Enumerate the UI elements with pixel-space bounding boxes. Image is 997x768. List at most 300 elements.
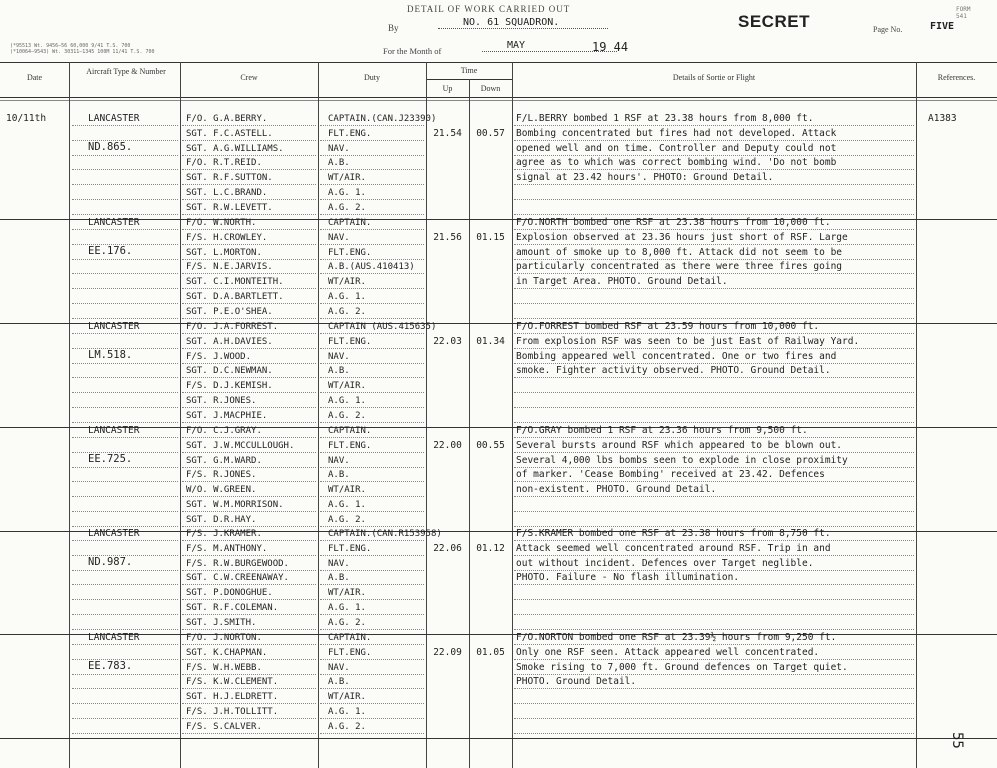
guide-line: [72, 703, 178, 704]
crew-member: SGT. A.H.DAVIES.: [186, 336, 273, 347]
crew-duty: A.G. 1.: [328, 707, 366, 717]
crew-member: SGT. R.W.LEVETT.: [186, 202, 273, 213]
crew-member: F/S. R.W.BURGEWOOD.: [186, 558, 289, 569]
detail-line: Explosion observed at 23.36 hours just short of RSF. Large: [516, 231, 848, 243]
column-crew: Crew: [240, 73, 258, 82]
guide-line: [514, 584, 914, 585]
guide-line: [514, 244, 914, 245]
crew-duty: NAV.: [328, 351, 350, 362]
guide-line: [320, 155, 424, 156]
detail-line: F/O.NORTON bombed one RSF at 23.39½ hours from 9,250 ft.: [516, 632, 837, 643]
guide-line: [72, 584, 178, 585]
guide-line: [514, 733, 914, 734]
guide-line: [182, 140, 316, 141]
guide-line: [182, 348, 316, 349]
guide-line: [320, 125, 424, 126]
guide-line: [514, 348, 914, 349]
squadron-field: NO. 61 SQUADRON.: [438, 17, 608, 29]
col-divider-aircraft: [180, 62, 181, 768]
guide-line: [182, 259, 316, 260]
guide-line: [72, 140, 178, 141]
guide-line: [320, 214, 424, 215]
crew-member: F/O. R.T.REID.: [186, 158, 262, 169]
aircraft-number: ND.987.: [88, 555, 133, 568]
aircraft-number: LM.518.: [88, 348, 133, 361]
sortie-separator: [0, 634, 997, 635]
guide-line: [182, 599, 316, 600]
guide-line: [320, 644, 424, 645]
guide-line: [320, 614, 424, 615]
guide-line: [514, 555, 914, 556]
crew-duty: A.G. 2.: [328, 410, 366, 421]
col-divider-details: [916, 62, 917, 768]
guide-line: [514, 452, 914, 453]
guide-line: [514, 407, 914, 408]
crew-member: SGT. R.F.COLEMAN.: [186, 603, 279, 613]
crew-member: F/S. J.WOOD.: [186, 351, 252, 362]
sortie-separator: [0, 738, 997, 739]
crew-duty: CAPTAIN.(CAN.J23390): [328, 114, 437, 124]
guide-line: [182, 614, 316, 615]
column-down: Down: [480, 84, 501, 93]
printer-reference-1: (*95513 Wt. 9456—56 60,000 9/41 T.S. 700: [10, 43, 131, 49]
guide-line: [514, 614, 914, 615]
guide-line: [182, 452, 316, 453]
guide-line: [182, 526, 316, 527]
crew-member: SGT. L.C.BRAND.: [186, 188, 268, 198]
column-details: Details of Sortie or Flight: [672, 73, 756, 82]
crew-duty: A.G. 1.: [328, 603, 366, 613]
detail-line: F/S.KRAMER bombed one RSF at 23.38 hours from 8,750 ft.: [516, 528, 831, 539]
guide-line: [320, 184, 424, 185]
crew-duty: A.G. 2.: [328, 306, 366, 317]
crew-duty: CAPTAIN.(CAN.R153958): [328, 529, 442, 539]
crew-member: F/S. H.CROWLEY.: [186, 232, 268, 243]
secret-classification: SECRET: [738, 12, 810, 31]
crew-duty: A.G. 1.: [328, 396, 366, 406]
crew-member: SGT. L.MORTON.: [186, 247, 262, 258]
crew-duty: WT/AIR.: [328, 588, 366, 599]
time-up: 22.03: [433, 335, 462, 347]
guide-line: [320, 199, 424, 200]
crew-duty: CAPTAIN.: [328, 633, 372, 643]
guide-line: [514, 184, 914, 185]
guide-line: [514, 526, 914, 527]
guide-line: [72, 259, 178, 260]
crew-member: SGT. F.C.ASTELL.: [186, 128, 273, 139]
month-label: For the Month of: [383, 46, 442, 56]
guide-line: [320, 584, 424, 585]
time-down: 00.55: [476, 439, 505, 451]
guide-line: [320, 333, 424, 334]
time-down: 00.57: [476, 127, 505, 139]
guide-line: [320, 392, 424, 393]
crew-duty: WT/AIR.: [328, 381, 366, 392]
aircraft-number: EE.176.: [88, 244, 133, 257]
time-up: 21.56: [433, 231, 462, 243]
crew-duty: FLT.ENG.: [328, 647, 372, 658]
guide-line: [72, 318, 178, 319]
column-duty: Duty: [364, 73, 380, 82]
crew-member: SGT. D.A.BARTLETT.: [186, 292, 284, 302]
crew-member: F/S. K.W.CLEMENT.: [186, 677, 279, 688]
header-double-rule: [0, 100, 997, 101]
crew-duty: CAPTAIN.: [328, 426, 372, 436]
guide-line: [182, 437, 316, 438]
detail-line: smoke. Fighter activity observed. PHOTO. Ground Detail.: [516, 365, 831, 377]
month-field: MAY: [482, 40, 617, 52]
guide-line: [182, 244, 316, 245]
col-divider-up: [469, 79, 470, 768]
aircraft-type: LANCASTER: [88, 217, 140, 228]
guide-line: [72, 496, 178, 497]
guide-line: [320, 363, 424, 364]
detail-line: Several bursts around RSF which appeared to be blown out.: [516, 439, 843, 451]
guide-line: [72, 526, 178, 527]
guide-line: [514, 540, 914, 541]
crew-member: SGT. P.DONOGHUE.: [186, 588, 273, 599]
crew-duty: CAPTAIN (AUS.415635): [328, 322, 437, 332]
column-date: Date: [26, 73, 43, 82]
table-top-rule: [0, 62, 997, 63]
guide-line: [72, 467, 178, 468]
crew-duty: NAV.: [328, 232, 350, 243]
guide-line: [72, 659, 178, 660]
guide-line: [320, 452, 424, 453]
guide-line: [320, 481, 424, 482]
crew-member: SGT. D.C.NEWMAN.: [186, 366, 273, 377]
crew-duty: A.B.: [328, 470, 350, 481]
guide-line: [320, 733, 424, 734]
aircraft-type: LANCASTER: [88, 632, 140, 643]
time-up: 22.00: [433, 439, 462, 451]
guide-line: [514, 467, 914, 468]
detail-line: F/O.GRAY bombed 1 RSF at 23.36 hours from 9,500 ft.: [516, 425, 808, 436]
guide-line: [320, 140, 424, 141]
crew-member: SGT. J.W.MCCULLOUGH.: [186, 440, 295, 451]
crew-member: F/O. C.J.GRAY.: [186, 426, 262, 436]
detail-line: out without incident. Defences over Target neglible.: [516, 557, 814, 569]
crew-member: F/S. D.J.KEMISH.: [186, 381, 273, 392]
guide-line: [514, 377, 914, 378]
crew-member: SGT. H.J.ELDRETT.: [186, 692, 279, 703]
crew-duty: A.G. 1.: [328, 500, 366, 510]
guide-line: [182, 511, 316, 512]
guide-line: [514, 718, 914, 719]
crew-duty: A.G. 2.: [328, 721, 366, 732]
crew-member: F/O. G.A.BERRY.: [186, 114, 268, 124]
detail-line: of marker. 'Cease Bombing' received at 23.42. Defences: [516, 469, 825, 481]
crew-duty: WT/AIR.: [328, 485, 366, 496]
form-stamp: FORM 541: [956, 6, 971, 20]
detail-line: Bombing concentrated but fires had not developed. Attack: [516, 127, 837, 139]
guide-line: [514, 229, 914, 230]
guide-line: [514, 688, 914, 689]
printer-reference-2: (*10064—9543) Wt. 30311—1345 100M 11/41 T.S. 700: [10, 49, 155, 55]
crew-duty: A.B.: [328, 677, 350, 688]
time-down: 01.05: [476, 646, 505, 658]
guide-line: [72, 229, 178, 230]
crew-duty: FLT.ENG.: [328, 247, 372, 258]
guide-line: [514, 659, 914, 660]
guide-line: [182, 703, 316, 704]
crew-member: F/S. S.CALVER.: [186, 721, 262, 732]
guide-line: [320, 422, 424, 423]
guide-line: [182, 407, 316, 408]
guide-line: [514, 214, 914, 215]
crew-member: F/S. M.ANTHONY.: [186, 543, 268, 554]
guide-line: [182, 659, 316, 660]
crew-duty: WT/AIR.: [328, 173, 366, 184]
crew-duty: FLT.ENG.: [328, 128, 372, 139]
guide-line: [514, 125, 914, 126]
guide-line: [72, 407, 178, 408]
sortie-separator: [0, 219, 997, 220]
guide-line: [72, 273, 178, 274]
guide-line: [514, 496, 914, 497]
guide-line: [182, 214, 316, 215]
guide-line: [320, 703, 424, 704]
crew-duty: A.G. 2.: [328, 202, 366, 213]
guide-line: [182, 674, 316, 675]
crew-member: F/O. W.NORTH.: [186, 218, 257, 228]
detail-line: F/L.BERRY bombed 1 RSF at 23.38 hours from 8,000 ft.: [516, 113, 814, 124]
guide-line: [514, 318, 914, 319]
guide-line: [182, 570, 316, 571]
crew-member: SGT. J.SMITH.: [186, 617, 257, 628]
time-up: 21.54: [433, 127, 462, 139]
detail-line: in Target Area. PHOTO. Ground Detail.: [516, 276, 728, 288]
crew-duty: FLT.ENG.: [328, 336, 372, 347]
guide-line: [514, 481, 914, 482]
guide-line: [182, 584, 316, 585]
guide-line: [72, 452, 178, 453]
crew-member: SGT. R.F.SUTTON.: [186, 173, 273, 184]
detail-line: PHOTO. Failure - No flash illumination.: [516, 572, 740, 584]
guide-line: [72, 377, 178, 378]
guide-line: [72, 363, 178, 364]
crew-member: SGT. J.MACPHIE.: [186, 410, 268, 421]
guide-line: [320, 437, 424, 438]
guide-line: [72, 392, 178, 393]
detail-line: F/O.FORREST bombed RSF at 23.59 hours from 10,000 ft.: [516, 321, 820, 332]
guide-line: [72, 348, 178, 349]
crew-duty: A.B.(AUS.410413): [328, 262, 415, 273]
guide-line: [182, 718, 316, 719]
guide-line: [320, 496, 424, 497]
form-title: DETAIL OF WORK CARRIED OUT: [407, 4, 571, 14]
crew-member: F/S. R.JONES.: [186, 470, 257, 481]
detail-line: signal at 23.42 hours'. PHOTO: Ground Detail.: [516, 172, 774, 184]
guide-line: [72, 540, 178, 541]
guide-line: [182, 733, 316, 734]
detail-line: Only one RSF seen. Attack appeared well concentrated.: [516, 646, 820, 658]
guide-line: [182, 377, 316, 378]
guide-line: [320, 599, 424, 600]
guide-line: [320, 303, 424, 304]
detail-line: amount of smoke up to 8,000 ft. Attack did not seem to be: [516, 246, 843, 258]
guide-line: [72, 733, 178, 734]
year-field: 19 44: [592, 40, 629, 54]
guide-line: [514, 570, 914, 571]
crew-member: F/S. W.H.WEBB.: [186, 662, 262, 673]
guide-line: [514, 155, 914, 156]
guide-line: [72, 333, 178, 334]
guide-line: [182, 540, 316, 541]
guide-line: [320, 718, 424, 719]
guide-line: [72, 555, 178, 556]
guide-line: [514, 288, 914, 289]
guide-line: [320, 377, 424, 378]
guide-line: [514, 674, 914, 675]
detail-line: Bombing appeared well concentrated. One or two fires and: [516, 350, 837, 362]
guide-line: [72, 244, 178, 245]
crew-duty: NAV.: [328, 143, 350, 154]
crew-duty: WT/AIR.: [328, 692, 366, 703]
guide-line: [72, 644, 178, 645]
column-aircraft: Aircraft Type & Number: [86, 67, 166, 76]
time-up: 22.06: [433, 542, 462, 554]
guide-line: [182, 333, 316, 334]
aircraft-number: EE.783.: [88, 659, 133, 672]
guide-line: [72, 169, 178, 170]
crew-member: SGT. A.G.WILLIAMS.: [186, 143, 284, 154]
aircraft-number: ND.865.: [88, 140, 133, 153]
guide-line: [514, 437, 914, 438]
guide-line: [182, 199, 316, 200]
guide-line: [182, 288, 316, 289]
crew-member: SGT. D.R.HAY.: [186, 514, 257, 525]
guide-line: [320, 629, 424, 630]
detail-line: Smoke rising to 7,000 ft. Ground defences on Target quiet.: [516, 661, 848, 673]
guide-line: [320, 540, 424, 541]
guide-line: [72, 511, 178, 512]
guide-line: [320, 229, 424, 230]
aircraft-type: LANCASTER: [88, 528, 140, 539]
guide-line: [72, 437, 178, 438]
guide-line: [72, 629, 178, 630]
guide-line: [320, 674, 424, 675]
guide-line: [514, 599, 914, 600]
guide-line: [182, 318, 316, 319]
guide-line: [514, 629, 914, 630]
guide-line: [72, 570, 178, 571]
guide-line: [182, 184, 316, 185]
detail-line: PHOTO. Ground Detail.: [516, 676, 637, 688]
by-label: By: [388, 23, 399, 33]
col-divider-date: [69, 62, 70, 768]
guide-line: [514, 333, 914, 334]
reference: A1383: [928, 113, 957, 124]
guide-line: [514, 273, 914, 274]
crew-member: SGT. R.JONES.: [186, 396, 257, 406]
guide-line: [72, 288, 178, 289]
crew-duty: FLT.ENG.: [328, 543, 372, 554]
guide-line: [182, 169, 316, 170]
crew-member: F/S. J.KRAMER.: [186, 529, 262, 539]
guide-line: [182, 422, 316, 423]
guide-line: [514, 511, 914, 512]
guide-line: [72, 214, 178, 215]
column-time: Time: [460, 66, 478, 75]
guide-line: [514, 392, 914, 393]
page-number: 55: [949, 732, 965, 749]
crew-duty: NAV.: [328, 662, 350, 673]
detail-line: F/O.NORTH bombed one RSF at 23.38 hours from 10,000 ft.: [516, 217, 831, 228]
guide-line: [514, 644, 914, 645]
crew-member: F/S. N.E.JARVIS.: [186, 262, 273, 273]
crew-duty: FLT.ENG.: [328, 440, 372, 451]
guide-line: [182, 467, 316, 468]
guide-line: [72, 688, 178, 689]
guide-line: [182, 273, 316, 274]
aircraft-number: EE.725.: [88, 452, 133, 465]
guide-line: [320, 570, 424, 571]
detail-line: Several 4,000 lbs bombs seen to explode in close proximity: [516, 454, 848, 466]
guide-line: [320, 348, 424, 349]
page-no-value: FIVE: [930, 21, 955, 32]
page-no-label: Page No.: [873, 25, 903, 34]
header-bottom-rule: [0, 97, 997, 98]
guide-line: [320, 555, 424, 556]
guide-line: [514, 703, 914, 704]
detail-line: Attack seemed well concentrated around RSF. Trip in and: [516, 542, 831, 554]
aircraft-type: LANCASTER: [88, 113, 140, 124]
sortie-separator: [0, 427, 997, 428]
crew-duty: NAV.: [328, 455, 350, 466]
guide-line: [72, 422, 178, 423]
col-divider-time: [512, 62, 513, 768]
crew-member: SGT. P.E.O'SHEA.: [186, 306, 273, 317]
crew-member: W/O. W.GREEN.: [186, 485, 257, 496]
crew-duty: A.B.: [328, 366, 350, 377]
guide-line: [182, 392, 316, 393]
guide-line: [514, 199, 914, 200]
guide-line: [320, 526, 424, 527]
crew-member: F/S. J.H.TOLLITT.: [186, 707, 279, 717]
guide-line: [182, 363, 316, 364]
guide-line: [514, 422, 914, 423]
column-up: Up: [442, 84, 453, 93]
guide-line: [514, 303, 914, 304]
crew-duty: A.G. 1.: [328, 188, 366, 198]
guide-line: [320, 407, 424, 408]
crew-duty: A.G. 1.: [328, 292, 366, 302]
guide-line: [72, 199, 178, 200]
guide-line: [72, 614, 178, 615]
crew-duty: WT/AIR.: [328, 277, 366, 288]
guide-line: [182, 496, 316, 497]
guide-line: [182, 481, 316, 482]
guide-line: [320, 288, 424, 289]
guide-line: [72, 599, 178, 600]
detail-line: particularly concentrated as there were three fires going: [516, 261, 843, 273]
crew-duty: CAPTAIN.: [328, 218, 372, 228]
guide-line: [320, 467, 424, 468]
detail-line: opened well and on time. Controller and Deputy could not: [516, 142, 837, 154]
sortie-separator: [0, 323, 997, 324]
crew-member: F/O. J.A.FORREST.: [186, 322, 279, 332]
crew-member: SGT. C.I.MONTEITH.: [186, 277, 284, 288]
crew-member: F/O. J.NORTON.: [186, 633, 262, 643]
sortie-date: 10/11th: [6, 113, 47, 124]
guide-line: [182, 125, 316, 126]
crew-duty: A.B.: [328, 573, 350, 584]
aircraft-type: LANCASTER: [88, 321, 140, 332]
guide-line: [72, 303, 178, 304]
guide-line: [514, 169, 914, 170]
guide-line: [514, 140, 914, 141]
